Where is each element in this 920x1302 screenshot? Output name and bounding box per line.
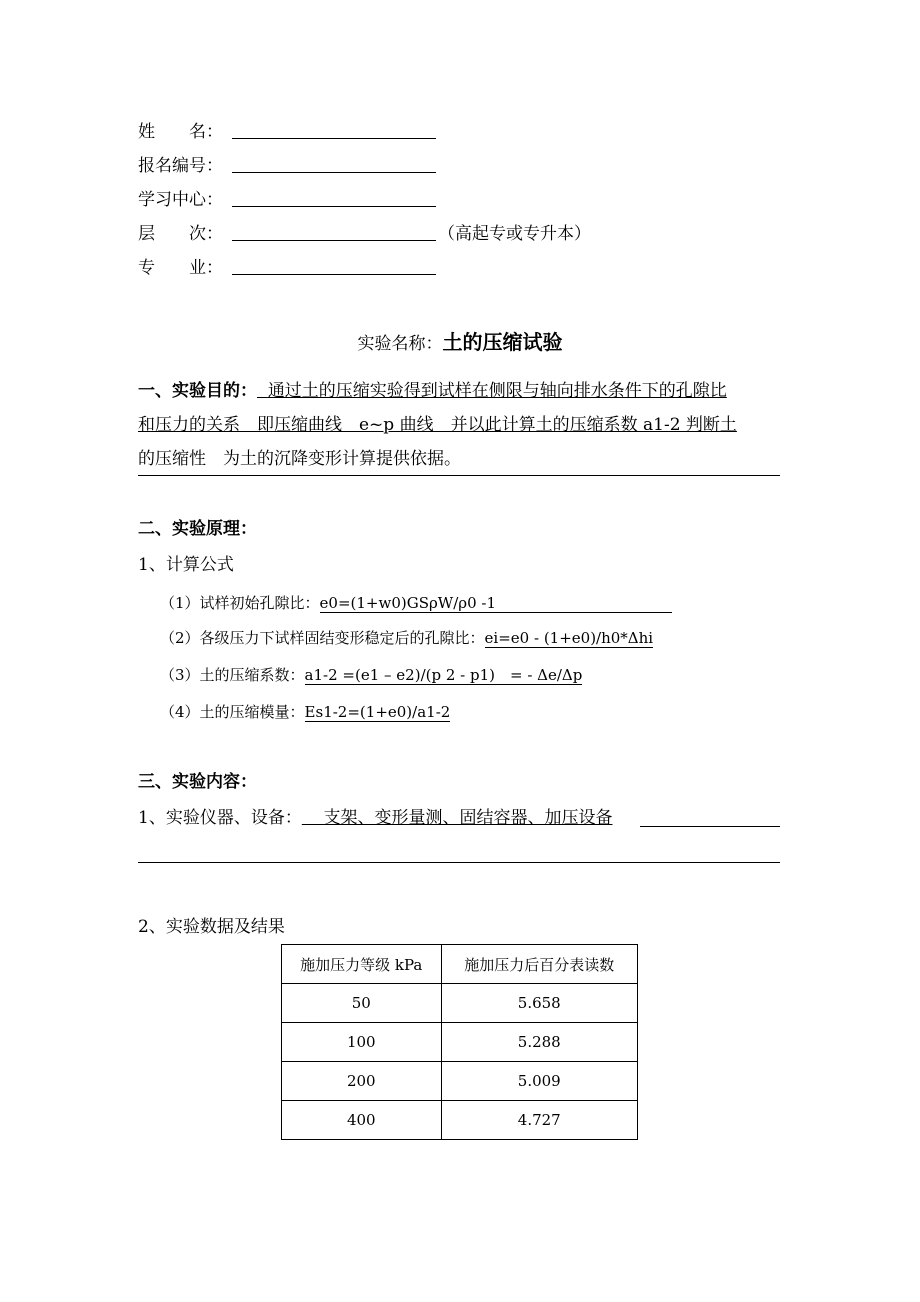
purpose-line-1: [138, 374, 780, 408]
table-header-reading: 施加压力后百分表读数: [441, 945, 637, 984]
experiment-title: [0, 327, 920, 359]
major-field: [138, 255, 230, 281]
instruments-blank-line[interactable]: [138, 862, 780, 863]
formula-1: [160, 590, 672, 616]
purpose-heading: 一、实验目的：: [138, 381, 257, 401]
name-blank[interactable]: [232, 138, 436, 139]
table-cell-reading: 5.658: [441, 984, 637, 1023]
level-field: [138, 221, 591, 247]
name-label: 姓 名：: [138, 122, 223, 142]
major-label: 专 业：: [138, 258, 223, 278]
level-label: 层 次：: [138, 224, 223, 244]
formula-3: [160, 662, 582, 688]
table-header-pressure: 施加压力等级 kPa: [282, 945, 442, 984]
title-prefix: 实验名称：: [357, 334, 443, 354]
instruments-value: 支架、变形量测、固结容器、加压设备: [323, 808, 613, 828]
purpose-line-3: [138, 442, 780, 476]
table-cell-reading: 4.727: [441, 1101, 637, 1140]
formula-subheading: 1、计算公式: [138, 555, 234, 575]
formula-4: [160, 699, 450, 725]
formula-4-label: （4）土的压缩模量：: [160, 703, 305, 721]
data-table: [281, 944, 638, 1140]
data-heading: 2、实验数据及结果: [138, 917, 285, 937]
content-heading: 三、实验内容：: [138, 772, 257, 792]
table-row: [282, 1023, 638, 1062]
formula-2-expr: ei=e0 - (1+e0)/h0*Δhi: [484, 629, 654, 647]
formula-1-label: （1）试样初始孔隙比：: [160, 594, 320, 612]
level-blank[interactable]: [232, 240, 436, 241]
formula-2: [160, 625, 653, 651]
table-row: [282, 984, 638, 1023]
instruments-underline-tail: [640, 826, 780, 827]
table-cell-pressure: 400: [282, 1101, 442, 1140]
formula-4-expr: Es1-2=(1+e0)/a1-2: [304, 703, 451, 721]
formula-3-expr: a1-2 =(e1 – e2)/(p 2 - p1) = - Δe/Δp: [304, 666, 583, 684]
registration-number-field: [138, 153, 230, 179]
purpose-section: [138, 374, 780, 476]
table-cell-reading: 5.288: [441, 1023, 637, 1062]
formula-2-label: （2）各级压力下试样固结变形稳定后的孔隙比：: [160, 629, 485, 647]
purpose-text-3: 的压缩性 为土的沉降变形计算提供依据。: [138, 449, 461, 469]
purpose-text-2: 和压力的关系 即压缩曲线 e~p 曲线 并以此计算土的压缩系数 a1-2 判断土: [138, 415, 737, 435]
table-row: [282, 1062, 638, 1101]
instruments-label: 1、实验仪器、设备：: [138, 808, 302, 828]
table-cell-pressure: 100: [282, 1023, 442, 1062]
table-row: [282, 1101, 638, 1140]
study-center-blank[interactable]: [232, 206, 436, 207]
study-center-field: [138, 187, 230, 213]
table-cell-reading: 5.009: [441, 1062, 637, 1101]
level-note: （高起专或专升本）: [438, 224, 591, 244]
registration-number-blank[interactable]: [232, 172, 436, 173]
registration-number-label: 报名编号：: [138, 156, 223, 176]
name-field: [138, 119, 230, 145]
table-cell-pressure: 200: [282, 1062, 442, 1101]
formula-1-expr: e0=(1+w0)GSρW/ρ0 -1: [320, 594, 672, 613]
table-header-row: [282, 945, 638, 984]
major-blank[interactable]: [232, 274, 436, 275]
table-cell-pressure: 50: [282, 984, 442, 1023]
purpose-text-1: 通过土的压缩实验得到试样在侧限与轴向排水条件下的孔隙比: [267, 381, 727, 401]
study-center-label: 学习中心：: [138, 190, 223, 210]
purpose-line-2: [138, 408, 780, 442]
title-main: 土的压缩试验: [442, 330, 563, 354]
principle-heading: 二、实验原理：: [138, 519, 257, 539]
instruments-row: [138, 805, 612, 831]
formula-3-label: （3）土的压缩系数：: [160, 666, 305, 684]
